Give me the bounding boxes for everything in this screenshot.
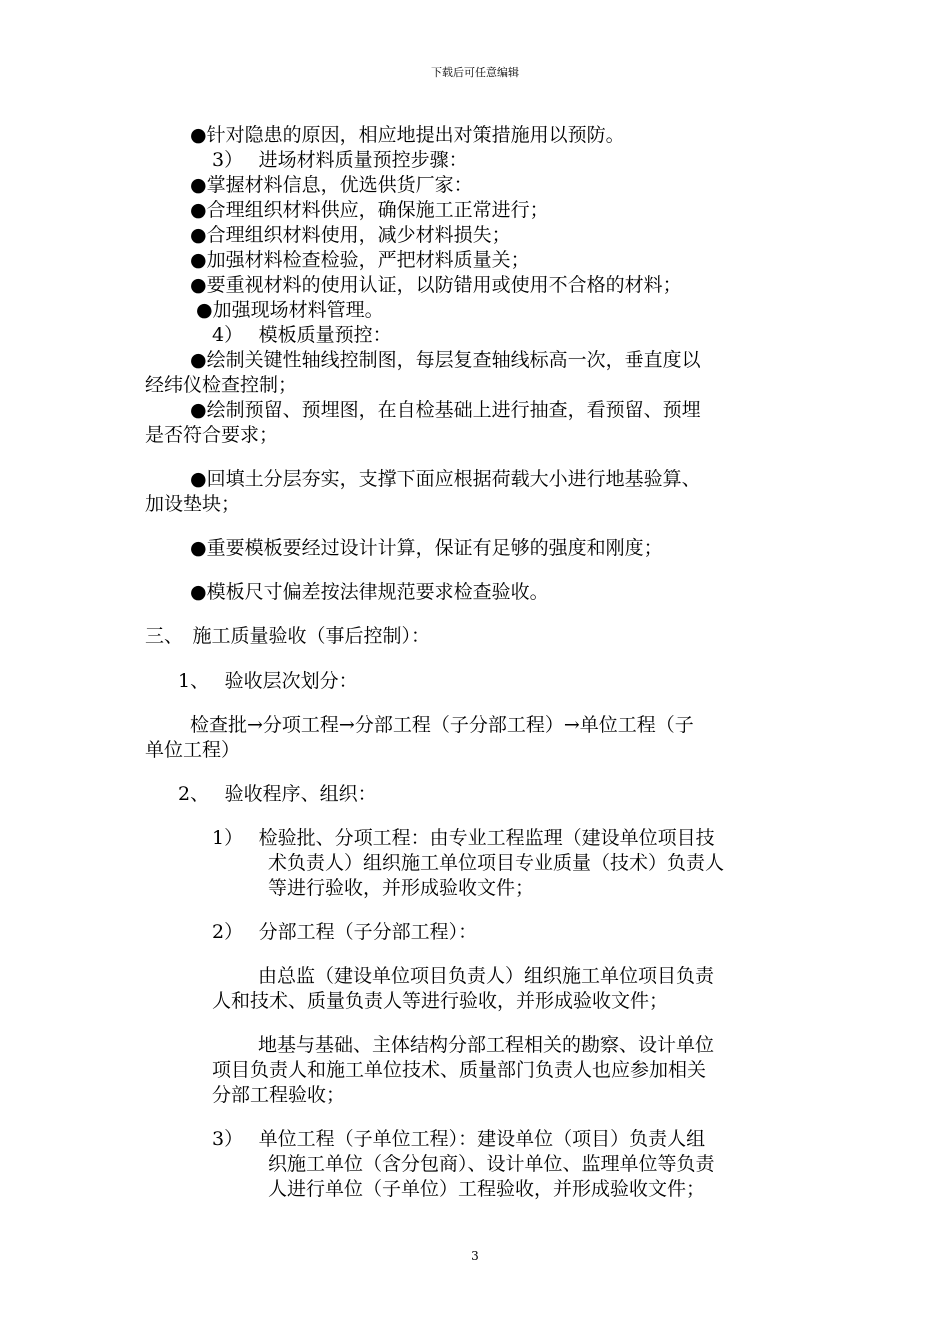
body-line: ●绘制关键性轴线控制图，每层复查轴线标高一次，垂直度以: [190, 349, 701, 371]
body-line: 1） 检验批、分项工程：由专业工程监理（建设单位项目技: [212, 827, 715, 849]
body-line: ●针对隐患的原因，相应地提出对策措施用以预防。: [190, 124, 625, 146]
body-line: 人和技术、质量负责人等进行验收，并形成验收文件；: [212, 990, 669, 1012]
body-line: 3） 单位工程（子单位工程）：建设单位（项目）负责人组: [212, 1128, 706, 1150]
body-line: 4） 模板质量预控：: [212, 324, 392, 346]
body-line: ●回填土分层夯实，支撑下面应根据荷载大小进行地基验算、: [190, 468, 701, 490]
page-header: 下载后可任意编辑: [431, 66, 519, 79]
body-line: ●重要模板要经过设计计算，保证有足够的强度和刚度；: [190, 537, 663, 559]
body-line: 等进行验收，并形成验收文件；: [268, 877, 535, 899]
body-line: 术负责人）组织施工单位项目专业质量（技术）负责人: [268, 852, 725, 874]
body-line: ●加强材料检查检验，严把材料质量关；: [190, 249, 530, 271]
body-line: ●加强现场材料管理。: [196, 299, 384, 321]
body-line: 3） 进场材料质量预控步骤：: [212, 149, 468, 171]
body-line: 由总监（建设单位项目负责人）组织施工单位项目负责: [258, 965, 715, 987]
body-line: 织施工单位（含分包商）、设计单位、监理单位等负责: [268, 1153, 715, 1175]
body-line: 是否符合要求；: [145, 424, 279, 446]
body-line: 加设垫块；: [145, 493, 241, 515]
body-line: ●合理组织材料供应，确保施工正常进行；: [190, 199, 549, 221]
body-line: ●合理组织材料使用，减少材料损失；: [190, 224, 511, 246]
section-heading: 三、 施工质量验收（事后控制）：: [145, 625, 431, 647]
body-line: ●要重视材料的使用认证，以防错用或使用不合格的材料；: [190, 274, 682, 296]
body-line: ●模板尺寸偏差按法律规范要求检查验收。: [190, 581, 549, 603]
body-line: 人进行单位（子单位）工程验收，并形成验收文件；: [268, 1178, 706, 1200]
body-line: ●绘制预留、预埋图，在自检基础上进行抽查，看预留、预埋: [190, 399, 701, 421]
body-line: 检查批→分项工程→分部工程（子分部工程）→单位工程（子: [190, 714, 694, 736]
subsection-heading: 2、 验收程序、组织：: [178, 783, 377, 805]
body-line: 项目负责人和施工单位技术、质量部门负责人也应参加相关: [212, 1059, 707, 1081]
body-line: 单位工程）: [145, 739, 241, 761]
body-line: 分部工程验收；: [212, 1084, 346, 1106]
subsection-heading: 1、 验收层次划分：: [178, 670, 358, 692]
body-line: 经纬仪检查控制；: [145, 374, 298, 396]
body-line: 2） 分部工程（子分部工程）：: [212, 921, 478, 943]
body-line: 地基与基础、主体结构分部工程相关的勘察、设计单位: [258, 1034, 715, 1056]
page-number: 3: [471, 1249, 479, 1263]
body-line: ●掌握材料信息，优选供货厂家：: [190, 174, 473, 196]
